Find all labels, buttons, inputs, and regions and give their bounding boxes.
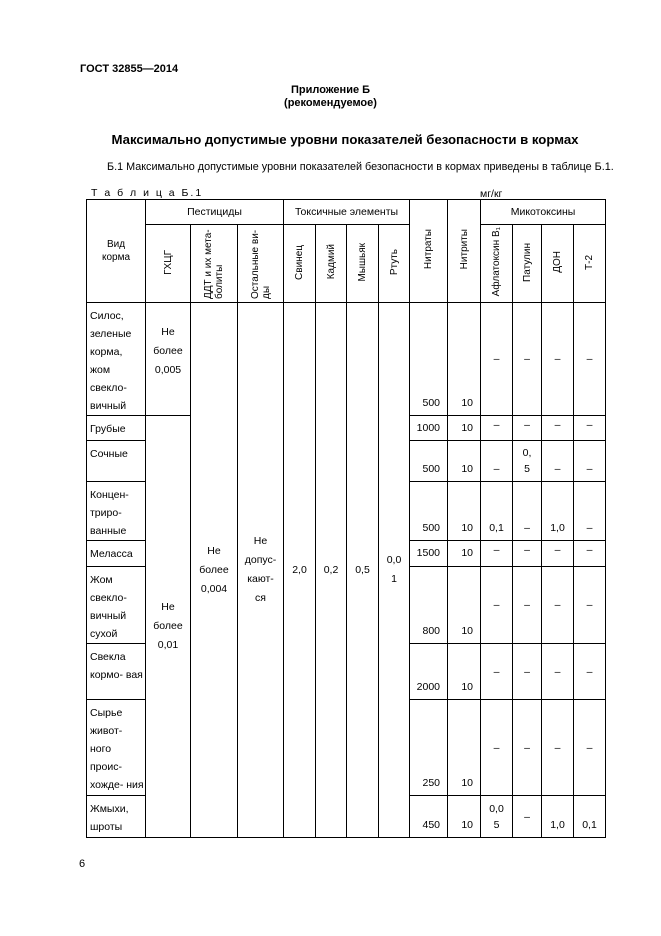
header-aflatoxin bbox=[481, 225, 513, 303]
hchc-rest-value: Не более 0,01 bbox=[146, 416, 191, 838]
don-cell: – bbox=[542, 567, 574, 644]
header-arsenic-label: Мышьяк bbox=[357, 242, 368, 282]
patulin-cell: – bbox=[513, 541, 542, 567]
header-t2-label: Т-2 bbox=[584, 254, 596, 270]
feed-name: Сочные bbox=[87, 441, 146, 482]
patulin-cell: – bbox=[513, 416, 542, 441]
nitrates-cell: 1500 bbox=[410, 541, 448, 567]
don-cell: 1,0 bbox=[542, 796, 574, 838]
header-toxic-elements: Токсичные элементы bbox=[284, 200, 410, 225]
t2-cell: – bbox=[574, 303, 606, 416]
lead-value: 2,0 bbox=[284, 303, 316, 838]
table-header-row bbox=[87, 200, 606, 225]
appendix-title: Приложение Б bbox=[290, 84, 371, 96]
feed-name: Грубые bbox=[87, 416, 146, 441]
document-id: ГОСТ 32855—2014 bbox=[80, 63, 179, 75]
aflatoxin-cell: 0,0 5 bbox=[481, 796, 513, 838]
t2-cell: – bbox=[574, 441, 606, 482]
header-mercury-label: Ртуть bbox=[388, 248, 400, 276]
patulin-cell: – bbox=[513, 567, 542, 644]
table-row bbox=[87, 303, 606, 416]
t2-cell: – bbox=[574, 644, 606, 700]
don-cell: 1,0 bbox=[542, 482, 574, 541]
don-cell: – bbox=[542, 700, 574, 796]
header-ddt bbox=[191, 225, 238, 303]
header-patulin bbox=[513, 225, 542, 303]
nitrates-cell: 250 bbox=[410, 700, 448, 796]
feed-name: Меласса bbox=[87, 541, 146, 567]
appendix-subtitle: (рекомендуемое) bbox=[284, 97, 377, 109]
aflatoxin-cell: – bbox=[481, 303, 513, 416]
patulin-cell: – bbox=[513, 482, 542, 541]
header-ddt-label: ДДТ и их мета- болиты bbox=[203, 229, 225, 299]
aflatoxin-cell: 0,1 bbox=[481, 482, 513, 541]
intro-paragraph: Б.1 Максимально допустимые уровни показателей безопасности в кормах приведены в таблице Б.1. bbox=[107, 161, 614, 173]
header-arsenic bbox=[347, 225, 379, 303]
nitrites-cell: 10 bbox=[448, 567, 481, 644]
arsenic-value: 0,5 bbox=[347, 303, 379, 838]
t2-cell: – bbox=[574, 567, 606, 644]
nitrites-cell: 10 bbox=[448, 796, 481, 838]
nitrites-cell: 10 bbox=[448, 644, 481, 700]
header-pesticides: Пестициды bbox=[146, 200, 284, 225]
nitrites-cell: 10 bbox=[448, 700, 481, 796]
header-cadmium bbox=[316, 225, 347, 303]
t2-cell: – bbox=[574, 700, 606, 796]
other-pesticides-value: Не допус- кают- ся bbox=[238, 303, 284, 838]
appendix-heading bbox=[0, 84, 661, 110]
nitrates-cell: 500 bbox=[410, 441, 448, 482]
aflatoxin-cell: – bbox=[481, 441, 513, 482]
aflatoxin-cell: – bbox=[481, 416, 513, 441]
don-cell: – bbox=[542, 303, 574, 416]
nitrites-cell: 10 bbox=[448, 441, 481, 482]
nitrates-cell: 2000 bbox=[410, 644, 448, 700]
hchc-first-value: Не более 0,005 bbox=[146, 303, 191, 416]
header-nitrites bbox=[448, 200, 481, 303]
safety-table bbox=[86, 199, 606, 838]
ddt-value: Не более 0,004 bbox=[191, 303, 238, 838]
aflatoxin-cell: – bbox=[481, 541, 513, 567]
aflatoxin-cell: – bbox=[481, 700, 513, 796]
feed-name: Жмыхи, шроты bbox=[87, 796, 146, 838]
patulin-cell: – bbox=[513, 796, 542, 838]
header-don bbox=[542, 225, 574, 303]
header-hchc bbox=[146, 225, 191, 303]
table-caption: Т а б л и ц а Б.1 bbox=[91, 187, 204, 199]
don-cell: – bbox=[542, 644, 574, 700]
mercury-value: 0,0 1 bbox=[379, 303, 410, 838]
t2-cell: – bbox=[574, 416, 606, 441]
nitrites-cell: 10 bbox=[448, 482, 481, 541]
feed-name: Свекла кормо- вая bbox=[87, 644, 146, 700]
patulin-cell: – bbox=[513, 700, 542, 796]
header-mercury bbox=[379, 225, 410, 303]
don-cell: – bbox=[542, 441, 574, 482]
feed-name: Концен- триро- ванные bbox=[87, 482, 146, 541]
header-other-types-label: Остальные ви- ды bbox=[249, 229, 272, 299]
don-cell: – bbox=[542, 416, 574, 441]
table-subheader-row bbox=[87, 225, 606, 303]
nitrates-cell: 500 bbox=[410, 303, 448, 416]
header-lead-label: Свинец bbox=[294, 244, 305, 280]
header-nitrates-label: Нитраты bbox=[423, 229, 435, 270]
header-mycotoxins: Микотоксины bbox=[481, 200, 606, 225]
nitrites-cell: 10 bbox=[448, 541, 481, 567]
aflatoxin-cell: – bbox=[481, 644, 513, 700]
t2-cell: – bbox=[574, 541, 606, 567]
patulin-cell: – bbox=[513, 303, 542, 416]
header-don-label: ДОН bbox=[552, 251, 564, 273]
patulin-cell: – bbox=[513, 644, 542, 700]
don-cell: – bbox=[542, 541, 574, 567]
feed-name: Сырье живот- ного проис- хожде- ния bbox=[87, 700, 146, 796]
nitrites-cell: 10 bbox=[448, 303, 481, 416]
header-aflatoxin-label: Афлатоксин В₁ bbox=[491, 227, 503, 297]
header-cadmium-label: Кадмий bbox=[325, 244, 337, 280]
header-other-types bbox=[238, 225, 284, 303]
header-nitrates bbox=[410, 200, 448, 303]
feed-name: Жом свекло- вичный сухой bbox=[87, 567, 146, 644]
header-patulin-label: Патулин bbox=[521, 242, 533, 282]
t2-cell: – bbox=[574, 482, 606, 541]
header-t2 bbox=[574, 225, 606, 303]
units-label: мг/кг bbox=[480, 188, 503, 200]
section-title: Максимально допустимые уровни показателей безопасности в кормах bbox=[111, 132, 579, 147]
header-nitrites-label: Нитриты bbox=[458, 229, 470, 270]
feed-name: Силос, зеленые корма, жом свекло- вичный bbox=[87, 303, 146, 416]
header-lead bbox=[284, 225, 316, 303]
cadmium-value: 0,2 bbox=[316, 303, 347, 838]
header-feed-type: Вид корма bbox=[87, 200, 146, 303]
nitrates-cell: 1000 bbox=[410, 416, 448, 441]
page-number: 6 bbox=[79, 858, 86, 870]
nitrates-cell: 800 bbox=[410, 567, 448, 644]
header-hchc-label: ГХЦГ bbox=[162, 249, 174, 275]
t2-cell: 0,1 bbox=[574, 796, 606, 838]
aflatoxin-cell: – bbox=[481, 567, 513, 644]
nitrites-cell: 10 bbox=[448, 416, 481, 441]
nitrates-cell: 450 bbox=[410, 796, 448, 838]
patulin-cell: 0, 5 bbox=[513, 441, 542, 482]
nitrates-cell: 500 bbox=[410, 482, 448, 541]
